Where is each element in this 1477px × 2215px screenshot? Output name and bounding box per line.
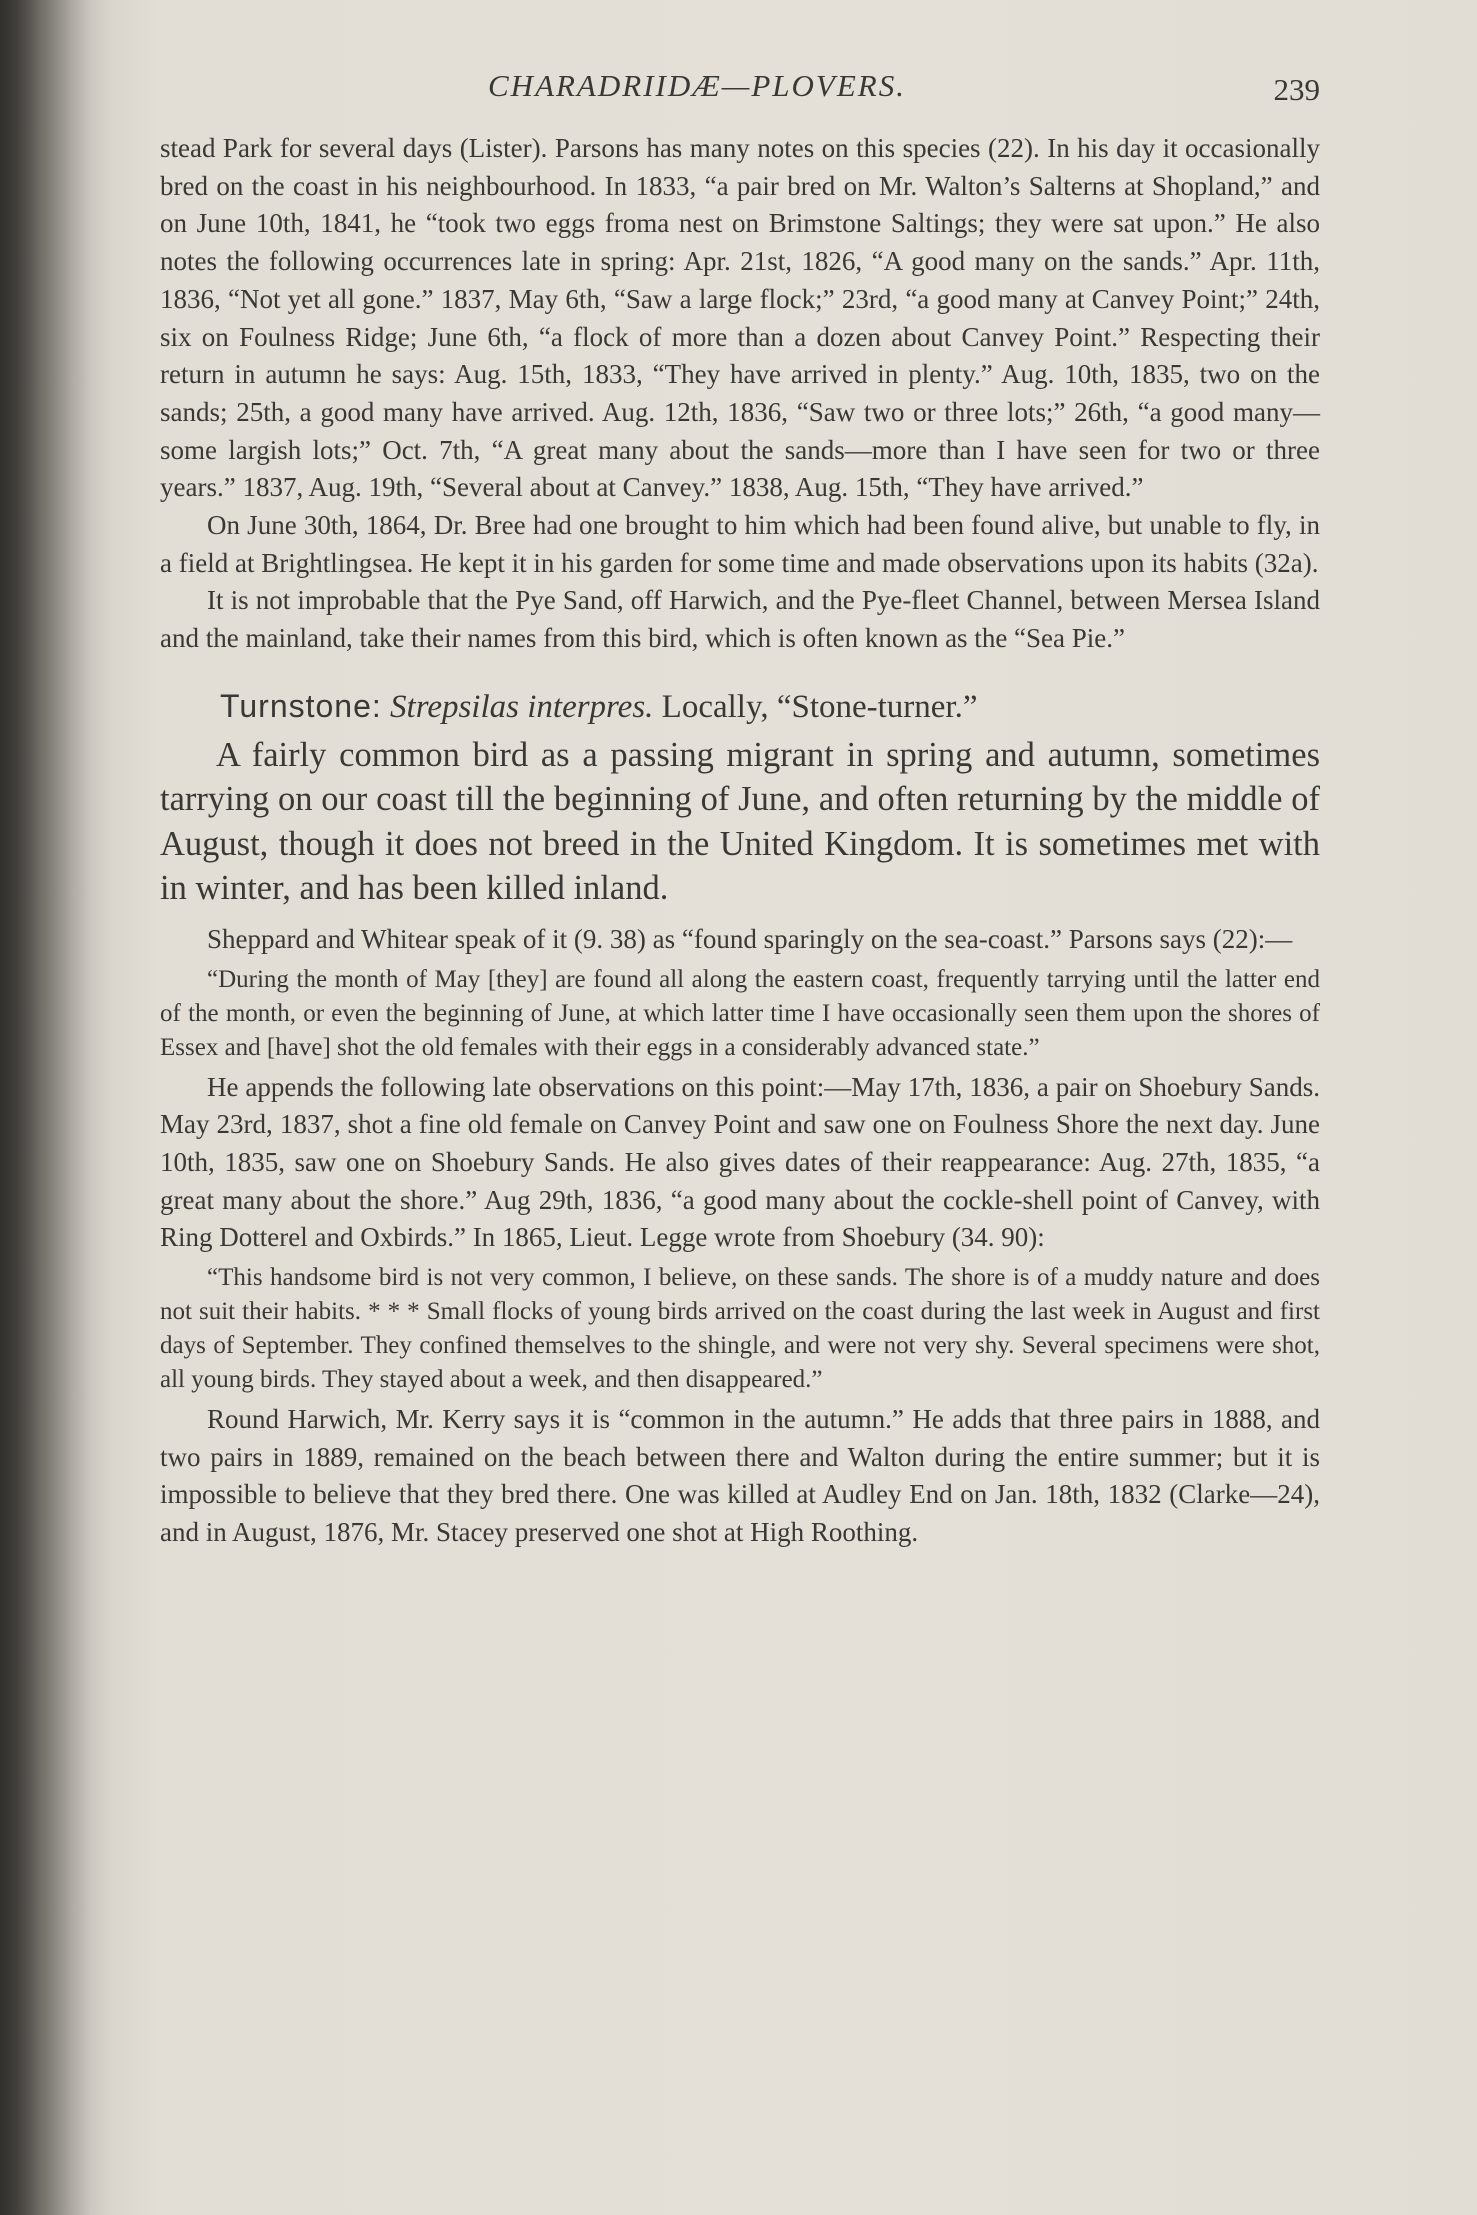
species-heading	[220, 684, 1320, 729]
running-head: CHARADRIIDÆ—PLOVERS.	[488, 68, 906, 103]
species-local-name: Locally, “Stone-turner.”	[661, 688, 978, 725]
page-number: 239	[1273, 72, 1320, 107]
paragraph-harwich: Round Harwich, Mr. Kerry says it is “common in the autumn.” He adds that three pairs in 1888, and two pairs in 1889, remained on the beach between there and Walton during the entire summer; but it is impossible to believe that they bred there. One was killed at Audley End on Jan. 18th, 1832 (Clarke—24), and in August, 1876, Mr. Stacey preserved one shot at High Roothing.	[160, 1404, 1320, 1548]
binding-shadow	[0, 0, 90, 2215]
species-common-name: Turnstone:	[220, 687, 382, 724]
paragraph-late-observations: He appends the following late observations on this point:—May 17th, 1836, a pair on Shoebury Sands. May 23rd, 1837, shot a fine old female on Canvey Point and saw one on Foulness Shore the next day. June 10th, 1835, saw one on Shoebury Sands. He also gives dates of their reappearance: Aug. 27th, 1835, “a great many about the shore.” Aug 29th, 1836, “a good many about the cockle-shell point of Canvey, with Ring Dotterel and Oxbirds.” In 1865, Lieut. Legge wrote from Shoebury (34. 90):	[160, 1071, 1320, 1253]
species-latin-name: Strepsilas interpres.	[390, 688, 654, 725]
page-header	[160, 60, 1320, 130]
paragraph-sheppard-whitear: Sheppard and Whitear speak of it (9. 38) as “found sparingly on the sea-coast.” Parsons says (22):—	[207, 923, 1293, 954]
quote-parsons: “During the month of May [they] are found all along the eastern coast, frequently tarrying until the latter end of the month, or even the beginning of June, at which latter time I have occasionally seen them upon the shores of Essex and [have] shot the old females with their eggs in a considerably advanced state.”	[160, 965, 1320, 1061]
paragraph-pye-sand: It is not improbable that the Pye Sand, off Harwich, and the Pye-fleet Channel, between Mersea Island and the mainland, take their names from this bird, which is often known as the “Sea Pie.”	[160, 585, 1320, 654]
paragraph-turnstone-summary: A fairly common bird as a passing migrant in spring and autumn, sometimes tarrying on our coast till the beginning of June, and often returning by the middle of August, though it does not breed in the United Kingdom. It is sometimes met with in winter, and has been killed inland.	[160, 735, 1320, 908]
paragraph-oystercatcher-notes: stead Park for several days (Lister). Parsons has many notes on this species (22). In his day it occasionally bred on the coast in his neighbourhood. In 1833, “a pair bred on Mr. Walton’s Salterns at Shopland,” and on June 10th, 1841, he “took two eggs froma nest on Brimstone Saltings; they were sat upon.” He also notes the following occurrences late in spring: Apr. 21st, 1826, “A good many on the sands.” Apr. 11th, 1836, “Not yet all gone.” 1837, May 6th, “Saw a large flock;” 23rd, “a good many at Canvey Point;” 24th, six on Foulness Ridge; June 6th, “a flock of more than a dozen about Canvey Point.” Respecting their return in autumn he says: Aug. 15th, 1833, “They have arrived in plenty.” Aug. 10th, 1835, two on the sands; 25th, a good many have arrived. Aug. 12th, 1836, “Saw two or three lots;” 26th, “a good many—some largish lots;” Oct. 7th, “A great many about the sands—more than I have seen for two or three years.” 1837, Aug. 19th, “Several about at Canvey.” 1838, Aug. 15th, “They have arrived.”	[160, 133, 1320, 503]
paragraph-bree-record: On June 30th, 1864, Dr. Bree had one brought to him which had been found alive, but unable to fly, in a field at Brightlingsea. He kept it in his garden for some time and made observations upon its habits (32a).	[160, 510, 1320, 578]
quote-legge: “This handsome bird is not very common, I believe, on these sands. The shore is of a muddy nature and does not suit their habits. * * * Small flocks of young birds arrived on the coast during the last week in August and first days of September. They confined themselves to the shingle, and were not very shy. Several specimens were shot, all young birds. They stayed about a week, and then disappeared.”	[160, 1264, 1320, 1394]
text-block	[160, 60, 1320, 1552]
